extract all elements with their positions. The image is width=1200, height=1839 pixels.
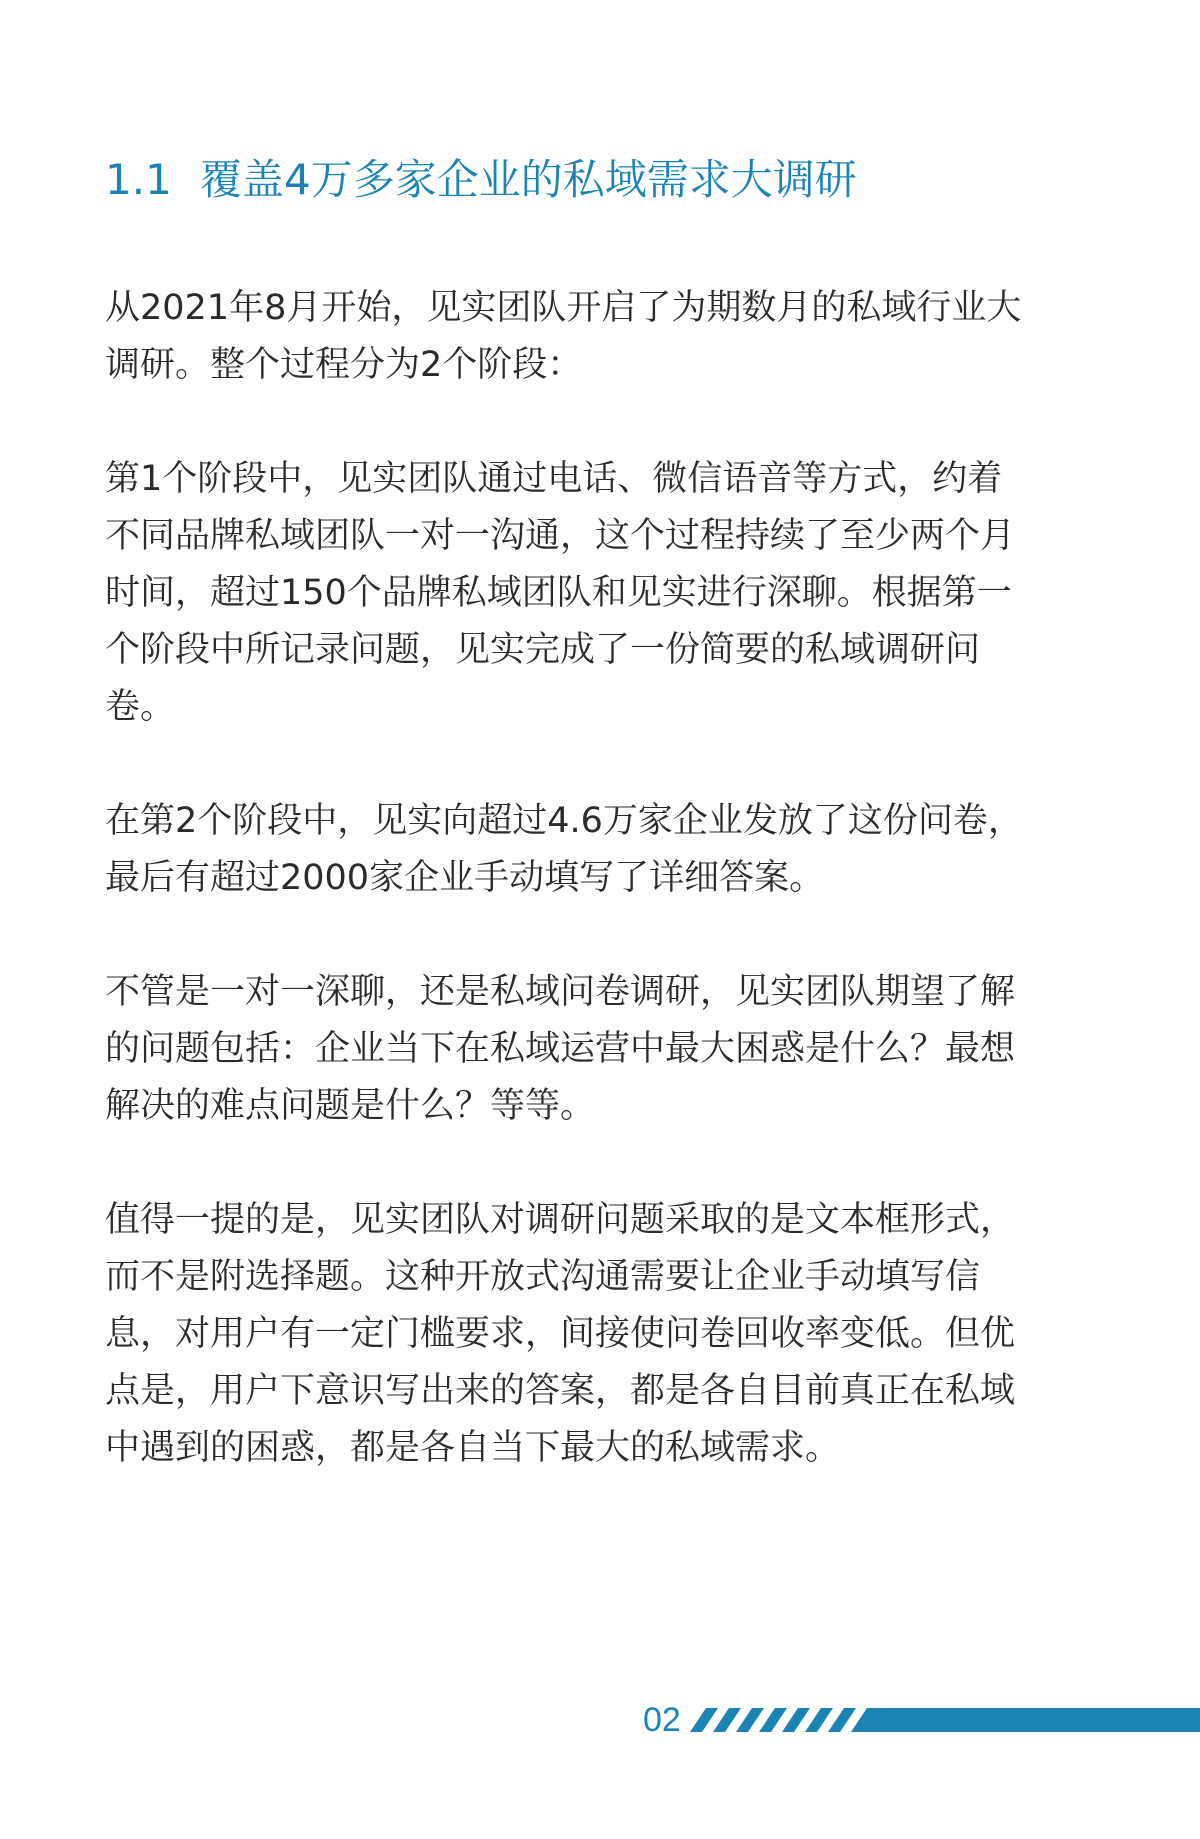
decorative-stripe-bar — [690, 1708, 1200, 1732]
text-line: 最后有超过2000家企业手动填写了详细答案。 — [105, 858, 825, 898]
text-line: 个阶段中所记录问题，见实完成了一份简要的私域调研问 — [105, 630, 981, 670]
text-line: 时间，超过150个品牌私域团队和见实进行深聊。根据第一 — [105, 573, 1012, 613]
text-line: 而不是附选择题。这种开放式沟通需要让企业手动填写信 — [105, 1257, 981, 1297]
text-line: 息，对用户有一定门槛要求，间接使问卷回收率变低。但优 — [105, 1314, 1016, 1354]
text-line: 点是，用户下意识写出来的答案，都是各自目前真正在私域 — [105, 1371, 1016, 1411]
text-line: 在第2个阶段中，见实向超过4.6万家企业发放了这份问卷， — [105, 801, 1023, 841]
section-title: 覆盖4万多家企业的私域需求大调研 — [200, 155, 857, 204]
text-line: 不管是一对一深聊，还是私域问卷调研，见实团队期望了解 — [105, 972, 1016, 1012]
text-line: 解决的难点问题是什么？等等。 — [105, 1086, 596, 1126]
text-line: 第1个阶段中，见实团队通过电话、微信语音等方式，约着 — [105, 459, 1003, 499]
paragraph-stage-1 — [105, 451, 1090, 736]
text-line: 不同品牌私域团队一对一沟通，这个过程持续了至少两个月 — [105, 516, 1016, 556]
section-heading — [105, 150, 857, 210]
text-line: 值得一提的是，见实团队对调研问题采取的是文本框形式， — [105, 1200, 1016, 1240]
page-number: 02 — [643, 1701, 681, 1739]
text-line: 的问题包括：企业当下在私域运营中最大困惑是什么？最想 — [105, 1029, 1016, 1069]
paragraph-intro — [105, 280, 1090, 394]
text-line: 调研。整个过程分为2个阶段： — [105, 345, 583, 385]
paragraph-format — [105, 1192, 1090, 1477]
text-line: 中遇到的困惑，都是各自当下最大的私域需求。 — [105, 1428, 841, 1468]
body-text — [105, 280, 1090, 1534]
paragraph-questions — [105, 964, 1090, 1135]
page-footer — [0, 1700, 1200, 1740]
text-line: 从2021年8月开始，见实团队开启了为期数月的私域行业大 — [105, 288, 1022, 328]
text-line: 卷。 — [105, 687, 176, 727]
paragraph-stage-2 — [105, 793, 1090, 907]
section-number: 1.1 — [105, 155, 172, 204]
